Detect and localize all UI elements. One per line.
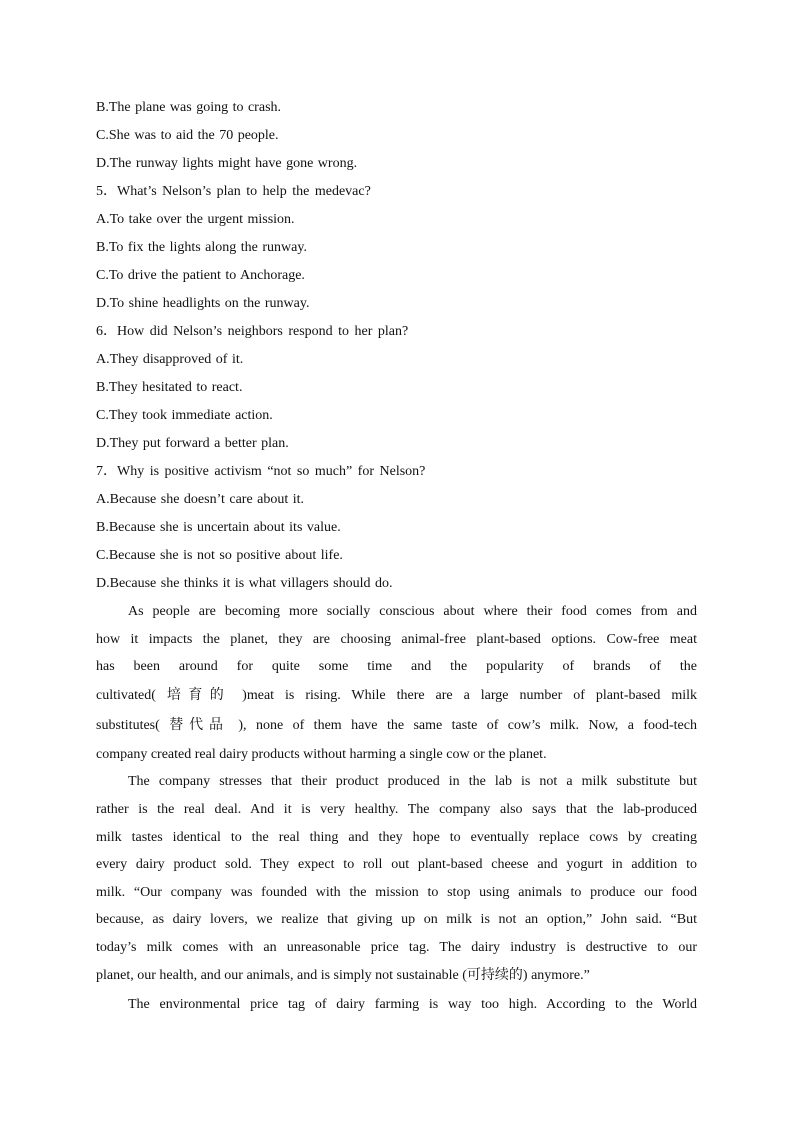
passage-line: milk. “Our company was founded with the mission to stop using animals to produce our food — [96, 884, 697, 900]
option-line: B.They hesitated to react. — [96, 380, 243, 395]
passage-line: cultivated( 培育的 )meat is rising. While there are a large number of plant-based milk — [96, 687, 697, 703]
option-line: D.To shine headlights on the runway. — [96, 296, 310, 311]
passage-paragraph — [96, 598, 697, 768]
option-line: A.To take over the urgent mission. — [96, 212, 295, 227]
option-line: C.Because she is not so positive about life. — [96, 548, 343, 563]
passage-line: because, as dairy lovers, we realize that giving up on milk is not an option,” John said. “But — [96, 912, 697, 928]
option-line: D.They put forward a better plan. — [96, 436, 289, 451]
passage-line: substitutes( 替代品 ), none of them have the same taste of cow’s milk. Now, a food-tech — [96, 717, 697, 733]
option-line: C.To drive the patient to Anchorage. — [96, 268, 305, 283]
passage-line: The company stresses that their product produced in the lab is not a milk substitute but — [128, 774, 697, 790]
passage-paragraph — [96, 991, 697, 1019]
passage-line: how it impacts the planet, they are choosing animal-free plant-based options. Cow-free meat — [96, 631, 697, 647]
question-list — [96, 94, 697, 598]
passage-line: today’s milk comes with an unreasonable price tag. The dairy industry is destructive to our — [96, 939, 697, 955]
question-line: 7．Why is positive activism “not so much” for Nelson? — [96, 464, 426, 479]
option-line: C.They took immediate action. — [96, 408, 273, 423]
option-line: D.Because she thinks it is what villagers should do. — [96, 576, 393, 591]
passage-line: planet, our health, and our animals, and is simply not sustainable (可持续的) anymore.” — [96, 967, 590, 983]
passage-line: rather is the real deal. And it is very healthy. The company also says that the lab-produced — [96, 801, 697, 817]
passage-line: has been around for quite some time and the popularity of brands of the — [96, 659, 697, 675]
question-line: 6．How did Nelson’s neighbors respond to her plan? — [96, 324, 409, 339]
option-line: B.The plane was going to crash. — [96, 100, 282, 115]
passage-line: company created real dairy products without harming a single cow or the planet. — [96, 746, 547, 762]
option-line: B.Because she is uncertain about its value. — [96, 520, 341, 535]
option-line: B.To fix the lights along the runway. — [96, 240, 307, 255]
reading-passage — [96, 598, 697, 1019]
option-line: C.She was to aid the 70 people. — [96, 128, 279, 143]
document-content — [96, 94, 697, 1019]
option-line: D.The runway lights might have gone wrong. — [96, 156, 358, 171]
passage-line: milk tastes identical to the real thing and they hope to eventually replace cows by creating — [96, 829, 697, 845]
passage-line: As people are becoming more socially conscious about where their food comes from and — [128, 604, 697, 619]
passage-line: The environmental price tag of dairy farming is way too high. According to the World — [128, 997, 697, 1013]
question-line: 5．What’s Nelson’s plan to help the medevac? — [96, 184, 371, 199]
passage-paragraph — [96, 768, 697, 989]
option-line: A.Because she doesn’t care about it. — [96, 492, 305, 507]
option-line: A.They disapproved of it. — [96, 352, 244, 367]
passage-line: every dairy product sold. They expect to roll out plant-based cheese and yogurt in addition to — [96, 857, 697, 873]
